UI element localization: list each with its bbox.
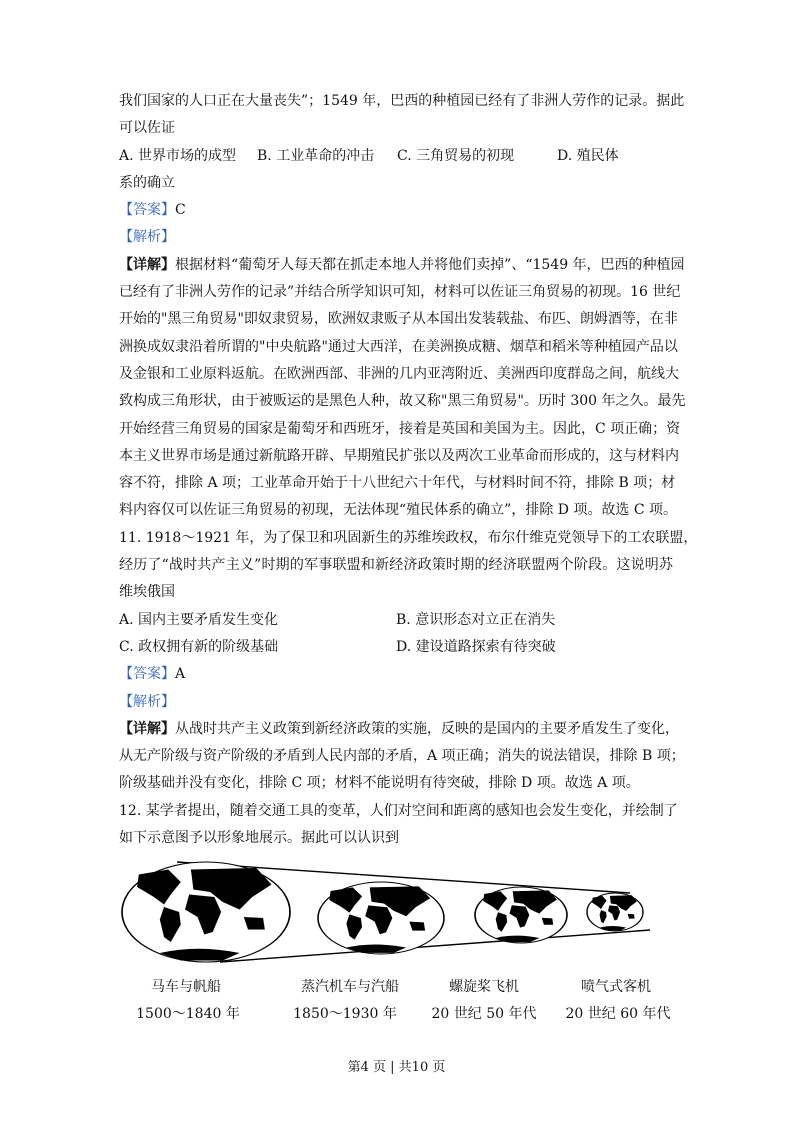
figure-label-period: 1850～1930 年 (293, 1006, 397, 1022)
q10-detail-line: 本主义世界市场是通过新航路开辟、早期殖民扩张以及两次工业革命而形成的，这与材料内 (119, 447, 679, 464)
q10-option-c: C. 三角贸易的初现 (397, 147, 515, 164)
q11-answer (119, 661, 673, 688)
q11-stem-line: 经历了“战时共产主义”时期的军事联盟和新经济政策时期的经济联盟两个阶段。这说明苏 (119, 557, 673, 574)
answer-label: 【答案】 (119, 202, 175, 219)
answer-label: 【答案】 (119, 666, 175, 683)
world-map-1 (122, 862, 290, 962)
q11-options-row (119, 634, 673, 661)
q12-stem-line: 如下示意图予以形象地展示。据此可以认识到 (119, 830, 399, 847)
document-body (119, 88, 698, 852)
q10-stem-line: 我们国家的人口正在大量丧失”；1549 年，巴西的种植园已经有了非洲人劳作的记录。据此 (119, 93, 685, 109)
analysis-label: 【解析】 (119, 229, 175, 246)
q11-option-c: C. 政权拥有新的阶级基础 (119, 638, 279, 655)
figure-label-vehicle: 螺旋桨飞机 (449, 979, 519, 995)
q11-detail-line: 阶级基础并没有变化，排除 C 项；材料不能说明有待突破，排除 D 项。故选 A 项。 (119, 775, 640, 792)
world-map-2 (318, 882, 444, 954)
q10-detail-line: 容不符，排除 A 项；工业革命开始于十八世纪六十年代，与材料时间不符，排除 B 项；材 (119, 475, 676, 492)
q11-detail-line (119, 716, 679, 743)
q10-detail-line: 开始经营三角贸易的国家是葡萄牙和西班牙，接着是英国和美国为主。因此，C 项正确；资 (119, 420, 681, 437)
q11-stem-line: 11. 1918～1921 年，为了保卫和巩固新生的苏维埃政权，布尔什维克党领导下的工农联盟， (119, 529, 698, 546)
q10-detail-line (119, 252, 685, 279)
q12-stem-line: 12. 某学者提出，随着交通工具的变革，人们对空间和距离的感知也会发生变化，并绘制了 (119, 802, 678, 819)
analysis-label: 【解析】 (119, 693, 175, 710)
q11-option-d: D. 建设道路探索有待突破 (396, 638, 556, 655)
detail-label: 【详解】 (119, 256, 175, 273)
q10-detail-line: 及金银和工业原料返航。在欧洲西部、非洲的几内亚湾附近、美洲西印度群岛之间，航线大 (119, 365, 679, 382)
q10-detail-line: 开始的"黑三角贸易"即奴隶贸易，欧洲奴隶贩子从本国出发装载盐、布匹、朗姆酒等，在非 (119, 311, 678, 328)
figure-label-period: 20 世纪 50 年代 (431, 1006, 537, 1022)
q10-detail-line: 料内容仅可以佐证三角贸易的初现，无法体现“殖民体系的确立”，排除 D 项。故选 C 项。 (119, 502, 678, 519)
figure-label-period: 1500～1840 年 (136, 1006, 240, 1022)
q10-option-a: A. 世界市场的成型 (119, 147, 237, 164)
q10-option-d-wrap: 系的确立 (119, 174, 175, 191)
q10-detail-line: 致构成三角形状，由于被贩运的是黑色人种，故又称"黑三角贸易"。历时 300 年之久。最先 (119, 393, 686, 410)
q11-option-a: A. 国内主要矛盾发生变化 (119, 611, 279, 628)
page-footer: 第4 页 | 共10 页 (347, 1060, 446, 1075)
q11-options-row (119, 607, 673, 634)
q10-detail-line: 已经有了非洲人劳作的记录”并结合所学知识可知，材料可以佐证三角贸易的初现。16 世纪 (119, 284, 681, 301)
q10-option-d: D. 殖民体 (557, 147, 619, 164)
q10-stem-line: 可以佐证 (119, 120, 175, 137)
q10-options (119, 143, 673, 170)
world-map-3 (475, 887, 567, 943)
detail-label: 【详解】 (119, 720, 175, 737)
q11-detail-line: 从无产阶级与资产阶级的矛盾到人民内部的矛盾，A 项正确；消失的说法错误，排除 B 项； (119, 748, 685, 765)
q11-stem-line: 维埃俄国 (119, 584, 175, 601)
world-map-4 (587, 893, 643, 931)
q10-option-b: B. 工业革命的冲击 (257, 147, 375, 164)
q10-detail-line: 洲换成奴隶沿着所谓的"中央航路"通过大西洋，在美洲换成糖、烟草和稻米等种植园产品以 (119, 338, 678, 355)
figure-label-vehicle: 马车与帆船 (151, 979, 221, 995)
figure-label-period: 20 世纪 60 年代 (565, 1006, 671, 1022)
answer-value: A (175, 666, 186, 683)
figure-label-vehicle: 蒸汽机车与汽船 (301, 979, 399, 995)
q10-answer (119, 197, 673, 224)
detail-text: 从战时共产主义政策到新经济政策的实施，反映的是国内的主要矛盾发生了变化， (175, 720, 679, 737)
figure-label-vehicle: 喷气式客机 (581, 979, 651, 995)
answer-value: C (175, 202, 186, 219)
detail-text: 根据材料“葡萄牙人每天都在抓走本地人并将他们卖掉”、“1549 年，巴西的种植园 (175, 256, 685, 273)
q11-option-b: B. 意识形态对立正在消失 (396, 611, 556, 628)
world-maps-illustration (110, 850, 690, 980)
shrinking-world-figure (110, 850, 690, 1030)
